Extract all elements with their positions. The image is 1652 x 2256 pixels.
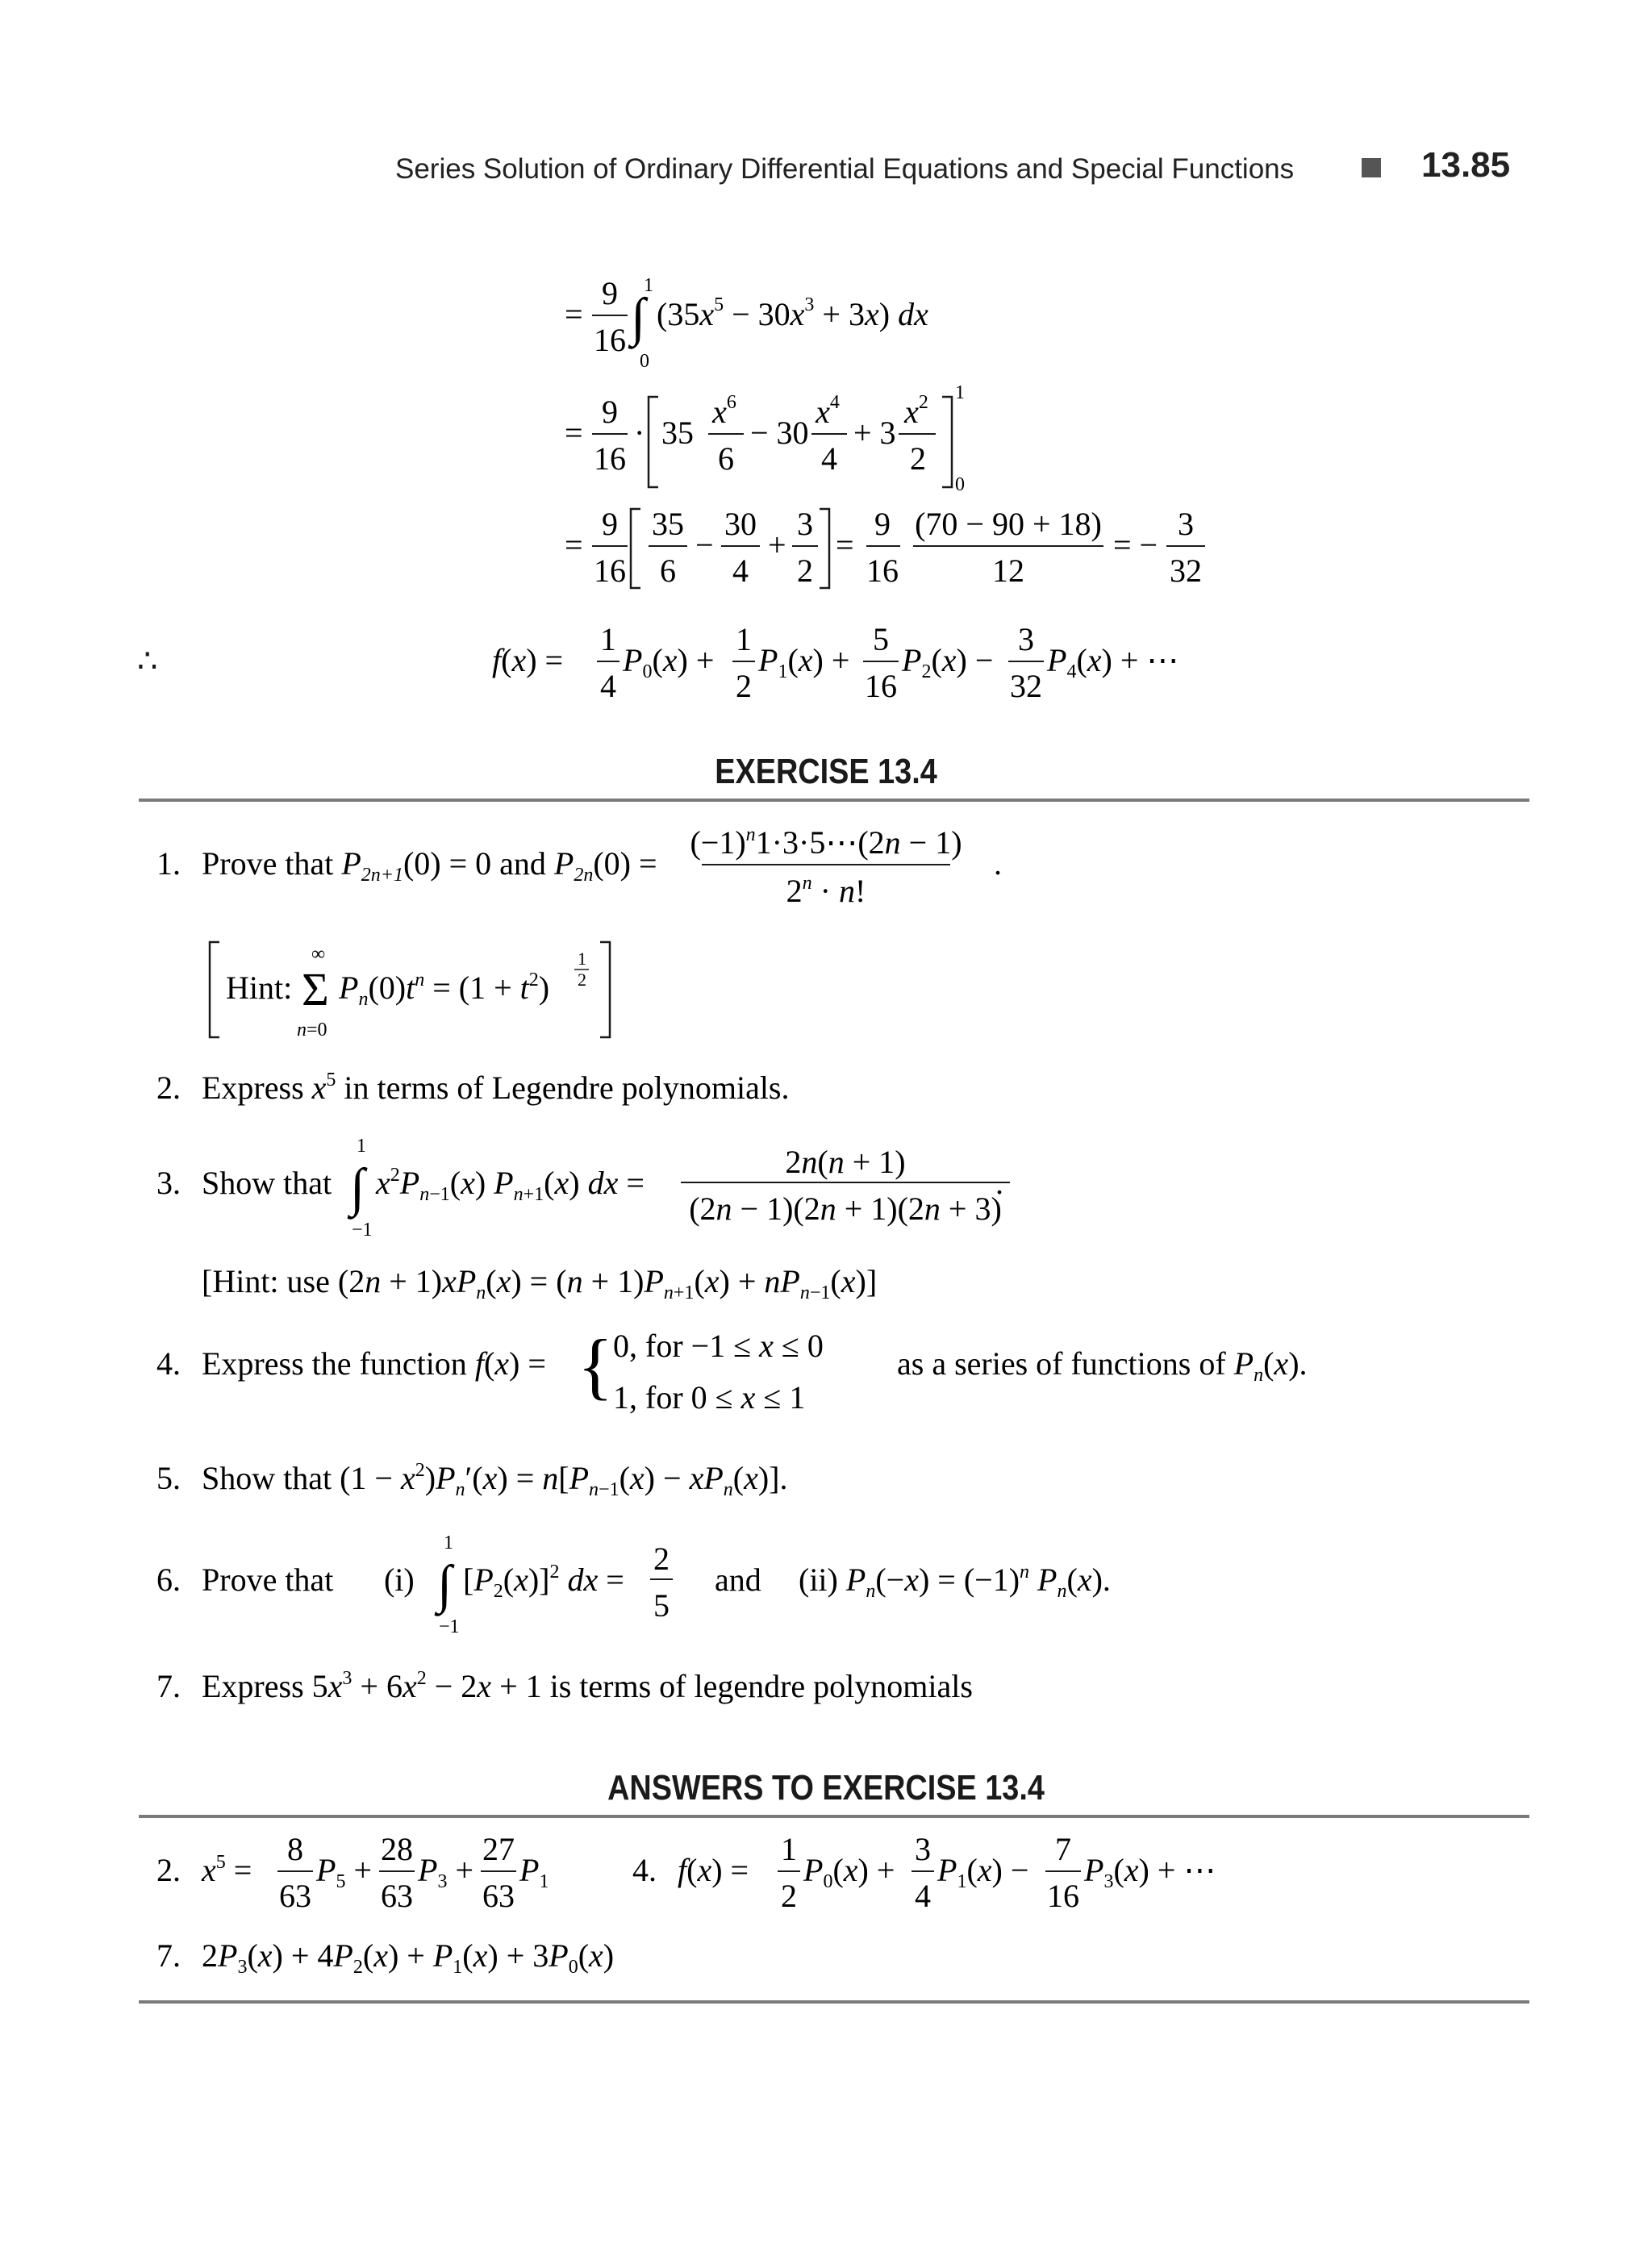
svg-text:Prove that P2n+1(0) = 0 and P2: Prove that $P_{2n+1}(0) = 0$ and $P_{2n}(0)$ =	[202, 845, 657, 886]
exercise-title-rule	[139, 799, 1529, 802]
svg-text:9: 9	[602, 394, 618, 430]
svg-text:1: 1	[578, 949, 586, 969]
svg-text:2P3(x) + 4P2(x) + P1(x) + 3P0(: $2P_3(x) + 4P_2(x) + P_1(x) + 3P_0(x)$	[202, 1937, 615, 1978]
svg-text:4: 4	[732, 553, 749, 589]
svg-text:0: 0	[640, 351, 649, 372]
svg-text:Hint:: Hint:	[226, 970, 293, 1006]
svg-text:1: 1	[955, 382, 965, 403]
svg-text:4: 4	[915, 1878, 931, 1914]
svg-text:7.: 7.	[156, 1937, 181, 1974]
svg-text:2.: 2.	[156, 1852, 181, 1888]
svg-text:f(x) =: f(x) =	[492, 642, 564, 678]
svg-text:3: 3	[797, 506, 813, 542]
svg-text:16: 16	[594, 440, 626, 477]
svg-text:2: 2	[653, 1541, 670, 1577]
svg-text:[Hint: use (2n + 1)xPn(x) = (n: [Hint: use $(2n + 1)xP_n(x) = (n + 1)P_n+1(x) + nP_n-1(x)$]	[202, 1263, 878, 1303]
svg-text:∫: ∫	[631, 288, 646, 347]
svg-text:(ii) Pn(−x) = (−1)n Pn(x).: (ii) $P_n(-x) = (-1)^n$ $P_n(x)$.	[799, 1562, 1111, 1602]
svg-text:x4: $x^4$	[816, 392, 840, 430]
svg-text:(70 − 90 + 18): (70 − 90 + 18)	[915, 506, 1102, 542]
svg-text:0, for −1 ≤ x ≤ 0: 0, for −1 ≤ x ≤ 0	[613, 1328, 824, 1364]
svg-text:∞: ∞	[311, 944, 326, 965]
svg-text:4.: 4.	[632, 1852, 657, 1888]
svg-text:3: 3	[915, 1831, 931, 1867]
answers-title-rule	[139, 1815, 1529, 1818]
svg-text:− 30: − 30	[750, 415, 809, 451]
svg-text:1: 1	[444, 1532, 453, 1553]
svg-text:7.: 7.	[156, 1668, 181, 1704]
svg-text:2: 2	[797, 553, 813, 589]
svg-text:P3 +: $P_3$ +	[418, 1852, 473, 1892]
svg-text:32: 32	[1170, 553, 1202, 589]
svg-text:0: 0	[955, 474, 965, 495]
svg-text:= −: = −	[1113, 527, 1158, 563]
svg-text:as a series of functions of Pn: as a series of functions of $P_n(x)$.	[897, 1345, 1308, 1386]
svg-text:6: 6	[660, 553, 676, 589]
svg-text:P1: $P_1$	[519, 1852, 549, 1892]
svg-text:∫: ∫	[350, 1158, 365, 1217]
svg-text:35: 35	[661, 415, 694, 451]
answers-title: ANSWERS TO EXERCISE 13.4	[607, 1768, 1045, 1808]
svg-text:35: 35	[652, 506, 684, 542]
svg-text:P0(x) +: $P_0(x)$ +	[803, 1852, 895, 1892]
svg-text:9: 9	[874, 506, 891, 542]
svg-text:63: 63	[482, 1878, 515, 1914]
svg-text:+: +	[768, 527, 786, 563]
svg-text:−1: −1	[352, 1220, 373, 1241]
svg-text:1: 1	[781, 1831, 797, 1867]
svg-text:2.: 2.	[156, 1070, 181, 1106]
svg-text:.: .	[994, 845, 1002, 882]
svg-text:12: 12	[992, 553, 1024, 589]
svg-text:32: 32	[1010, 668, 1042, 704]
svg-text:P1(x) +: $P_1(x)$ +	[758, 642, 850, 682]
svg-text:x6: $x^6$	[712, 392, 736, 430]
svg-text:4: 4	[600, 668, 616, 704]
svg-text:P3(x) + ⋯: $P_3(x)$ + ⋯	[1084, 1852, 1216, 1892]
svg-text:Show that (1 − x2)Pn′(x) = n[P: Show that $(1 - x^2)P_n'(x) = n[P_n-1(x) - xP_n(x)]$.	[202, 1460, 788, 1500]
svg-text:16: 16	[1047, 1878, 1079, 1914]
running-title: Series Solution of Ordinary Differential Equations and Special Functions	[395, 153, 1295, 185]
svg-text:63: 63	[381, 1878, 413, 1914]
svg-text:∫: ∫	[437, 1555, 453, 1614]
svg-text:2: 2	[781, 1878, 797, 1914]
svg-text:(2n − 1)(2n + 1)(2n + 3): (2n − 1)(2n + 1)(2n + 3)	[689, 1191, 1002, 1227]
svg-text:·: ·	[634, 415, 645, 451]
svg-text:2: 2	[736, 668, 752, 704]
svg-text:3: 3	[1178, 506, 1194, 542]
svg-text:(i): (i)	[384, 1562, 415, 1598]
svg-text:8: 8	[287, 1831, 303, 1867]
svg-text:28: 28	[381, 1831, 413, 1867]
svg-text:Express 5x3 + 6x2 − 2x + 1 is: Express $5x^3 + 6x^2 - 2x + 1$ is terms of legendre polynomials	[202, 1668, 973, 1704]
svg-text:1, for 0 ≤ x ≤ 1: 1, for 0 ≤ x ≤ 1	[613, 1379, 806, 1416]
svg-text:=: =	[565, 296, 583, 332]
svg-text:+ 3: + 3	[853, 415, 896, 451]
svg-text:1.: 1.	[156, 845, 181, 882]
svg-text:5.: 5.	[156, 1460, 181, 1496]
svg-text:=: =	[565, 527, 583, 563]
svg-text:Show that: Show that	[202, 1165, 332, 1201]
svg-text:P2(x) −: $P_2(x)$ −	[902, 642, 994, 682]
svg-text:9: 9	[602, 506, 618, 542]
svg-text:Prove that: Prove that	[202, 1562, 334, 1598]
therefore-symbol: ∴	[137, 643, 158, 679]
svg-text:4: 4	[821, 440, 837, 477]
svg-text:5: 5	[653, 1587, 670, 1624]
svg-text:3: 3	[1018, 621, 1034, 657]
svg-text:9: 9	[602, 275, 618, 311]
svg-text:.: .	[995, 1165, 1003, 1201]
svg-text:16: 16	[865, 668, 897, 704]
header-square-bullet	[1362, 158, 1381, 177]
svg-text:−1: −1	[439, 1616, 460, 1637]
svg-text:P5 +: $P_5$ +	[316, 1852, 372, 1892]
svg-text:n=0: n=0	[297, 1020, 327, 1040]
svg-text:=: =	[836, 527, 854, 563]
svg-text:2n(n + 1): 2n(n + 1)	[785, 1144, 906, 1180]
svg-text:(−1)n1·3·5⋯(2n − 1): $(-1)^n1\cdot 3\cdot 5\cdots(2n - 1)$	[690, 824, 962, 861]
page-number: 13.85	[1421, 145, 1511, 185]
svg-text:4.: 4.	[156, 1345, 181, 1382]
svg-text:f(x) =: f(x) =	[678, 1852, 749, 1888]
svg-text:Express x5 in terms of Legendr: Express $x^5$ in terms of Legendre polynomials.	[202, 1070, 790, 1106]
svg-text:7: 7	[1055, 1831, 1071, 1867]
svg-text:{: {	[578, 1324, 614, 1407]
svg-text:27: 27	[482, 1831, 515, 1867]
svg-text:x2Pn−1(x) Pn+1(x) dx =: $x^2P_n-1(x)$ $P_n+1(x)$ dx =	[376, 1165, 645, 1205]
svg-text:16: 16	[594, 553, 626, 589]
exercise-title: EXERCISE 13.4	[715, 752, 937, 791]
svg-text:1: 1	[600, 621, 616, 657]
svg-text:Pn(0)tn = (1 + t2): $P_n(0)t^n = (1 + t^2)$	[339, 970, 550, 1010]
svg-text:Σ: Σ	[302, 963, 329, 1015]
svg-text:x5 =: $x^5$ =	[202, 1852, 252, 1888]
svg-text:P1(x) −: $P_1(x)$ −	[937, 1852, 1029, 1892]
svg-text:P0(x) +: $P_0(x)$ +	[623, 642, 715, 682]
svg-text:2: 2	[578, 970, 586, 990]
svg-text:16: 16	[866, 553, 899, 589]
svg-text:1: 1	[736, 621, 752, 657]
svg-text:(35x5 − 30x3 + 3x) dx: $(35x^5 - 30x^3 + 3x)$ dx	[657, 294, 928, 332]
svg-text:x2: $x^2$	[904, 392, 928, 430]
svg-text:1: 1	[644, 275, 653, 296]
svg-text:P4(x) + ⋯: $P_4(x)$ + ⋯	[1047, 642, 1179, 682]
svg-text:5: 5	[873, 621, 889, 657]
svg-text:63: 63	[279, 1878, 311, 1914]
svg-text:and: and	[715, 1562, 761, 1598]
svg-text:2n · n!: $2^n \cdot n$!	[786, 873, 866, 909]
svg-text:6: 6	[718, 440, 734, 477]
svg-text:[P2(x)]2 dx =: $[P_2(x)]^2$ dx =	[463, 1562, 624, 1602]
svg-text:16: 16	[594, 322, 626, 358]
svg-text:1: 1	[357, 1136, 366, 1157]
svg-text:=: =	[565, 415, 583, 451]
svg-text:6.: 6.	[156, 1562, 181, 1598]
svg-text:−: −	[695, 527, 714, 563]
svg-text:3.: 3.	[156, 1165, 181, 1201]
answers-bottom-rule	[139, 2000, 1529, 2004]
svg-text:2: 2	[910, 440, 926, 477]
svg-text:30: 30	[724, 506, 757, 542]
svg-text:Express the function f(x) =: Express the function f(x) =	[202, 1345, 546, 1382]
